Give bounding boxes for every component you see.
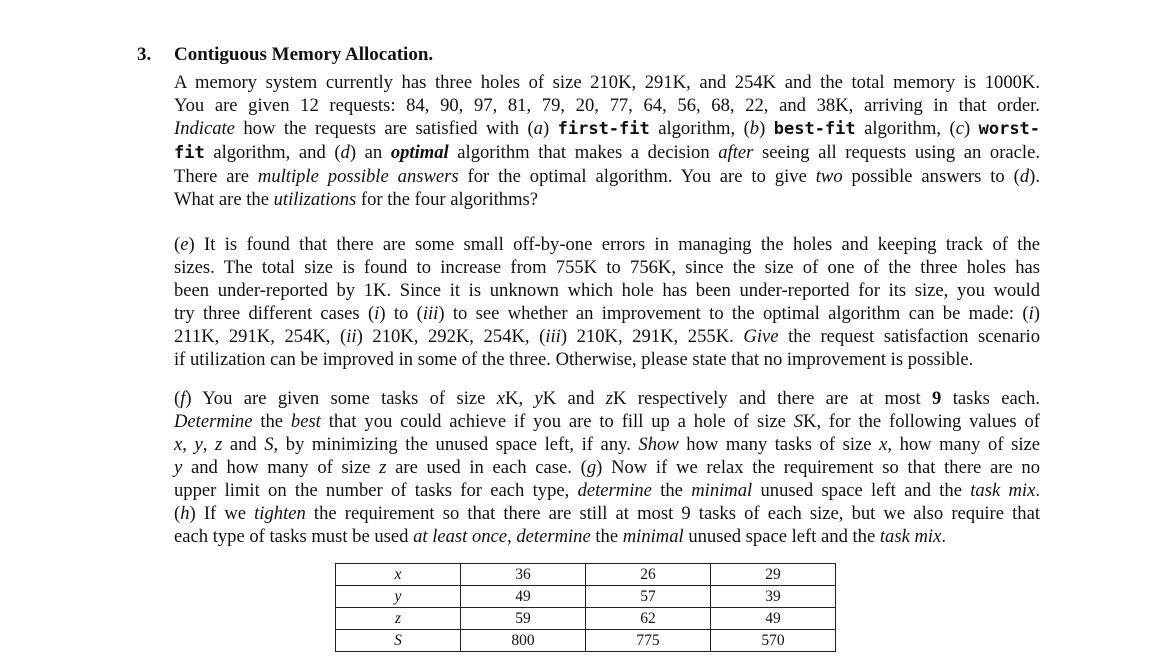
table-cell: 62: [586, 608, 711, 630]
text-line: been under-reported by 1K. Since it is unknown which hole has been under-reported for its size, you would: [174, 280, 1040, 301]
table-row: [336, 586, 836, 608]
text-line: Indicate how the requests are satisfied with (a) first-fit algorithm, (b) best-fit algorithm, (c) worst-: [174, 118, 1041, 139]
table-cell: 775: [586, 630, 711, 652]
table-cell: 49: [711, 608, 836, 630]
text-line: What are the utilizations for the four algorithms?: [174, 189, 539, 210]
text-line: 211K, 291K, 254K, (ii) 210K, 292K, 254K, (iii) 210K, 291K, 255K. Give the request satisfaction scenario: [174, 326, 1040, 347]
text-line: if utilization can be improved in some of the three. Otherwise, please state that no improvement is possible.: [174, 349, 974, 370]
text-line: (h) If we tighten the requirement so that there are still at most 9 tasks of each size, but we also require that: [174, 503, 1041, 524]
table-cell: 570: [711, 630, 836, 652]
row-label: y: [336, 586, 461, 608]
text-line: You are given 12 requests: 84, 90, 97, 81, 79, 20, 77, 64, 56, 68, 22, and 38K, arriving in that order.: [174, 95, 1040, 116]
table-cell: 57: [586, 586, 711, 608]
table-cell: 26: [586, 564, 711, 586]
table-cell: 39: [711, 586, 836, 608]
table-row: [336, 630, 836, 652]
table-cell: 29: [711, 564, 836, 586]
text-line: try three different cases (i) to (iii) to see whether an improvement to the optimal algorithm can be made: (i): [174, 303, 1040, 324]
table-cell: 800: [461, 630, 586, 652]
paragraph-part-f: [174, 387, 1040, 548]
text-line: Determine the best that you could achieve if you are to fill up a hole of size SK, for the following values of: [174, 411, 1041, 432]
text-line: fit algorithm, and (d) an optimal algorithm that makes a decision after seeing all requests using an oracle.: [174, 142, 1040, 163]
text-line: sizes. The total size is found to increase from 755K to 756K, since the size of one of the three holes has: [174, 257, 1040, 278]
row-label: z: [336, 608, 461, 630]
table-row: [336, 608, 836, 630]
text-line: upper limit on the number of tasks for each type, determine the minimal unused space left and the task mix.: [174, 480, 1040, 501]
question-number: 3.: [137, 44, 152, 65]
table-cell: 59: [461, 608, 586, 630]
text-line: There are multiple possible answers for the optimal algorithm. You are to give two possible answers to (d).: [174, 166, 1040, 187]
text-line: (e) It is found that there are some small off-by-one errors in managing the holes and keeping track of the: [174, 234, 1040, 255]
text-line: each type of tasks must be used at least once, determine the minimal unused space left and the task mix.: [174, 526, 946, 547]
text-line: (f) You are given some tasks of size xK, yK and zK respectively and there are at most 9 tasks each.: [174, 388, 1040, 409]
text-line: A memory system currently has three holes of size 210K, 291K, and 254K and the total memory is 1000K.: [174, 72, 1040, 93]
table-cell: 36: [461, 564, 586, 586]
paragraph-intro: [174, 71, 1040, 211]
task-size-table: [335, 563, 836, 652]
text-line: y and how many of size z are used in each case. (g) Now if we relax the requirement so that there are no: [174, 457, 1041, 478]
text-line: x, y, z and S, by minimizing the unused space left, if any. Show how many tasks of size x, how many of size: [174, 434, 1041, 455]
row-label: S: [336, 630, 461, 652]
row-label: x: [336, 564, 461, 586]
table-row: [336, 564, 836, 586]
table-cell: 49: [461, 586, 586, 608]
paragraph-part-e: [174, 233, 1040, 371]
question-title: Contiguous Memory Allocation.: [174, 44, 434, 65]
